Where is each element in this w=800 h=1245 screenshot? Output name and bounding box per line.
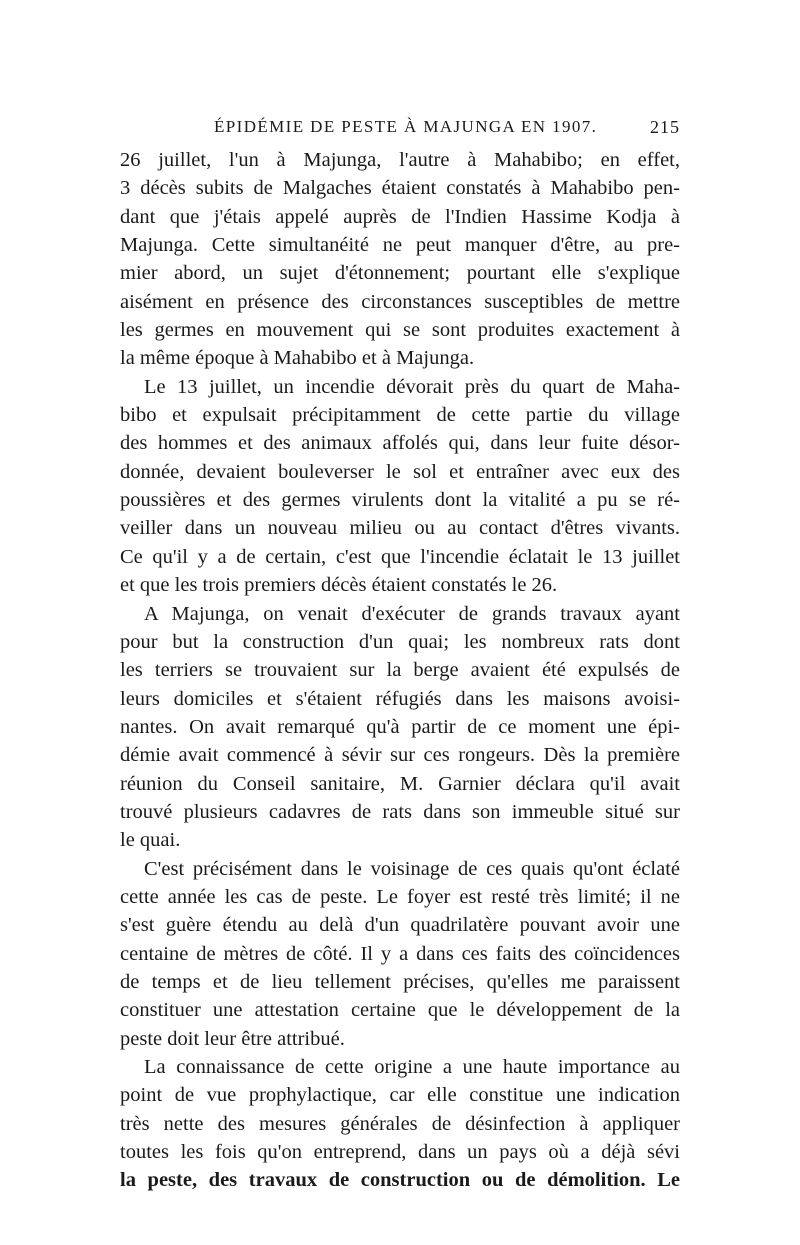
text-line: démie avait commencé à sévir sur ces rongeurs. Dès la première (120, 744, 680, 767)
paragraph (120, 1053, 680, 1195)
text-line: le quai. (120, 829, 181, 852)
text-line: poussières et des germes virulents dont la vitalité a pu se ré- (120, 489, 680, 512)
text-line: cette année les cas de peste. Le foyer est resté très limité; il ne (120, 885, 680, 908)
text-line: nantes. On avait remarqué qu'à partir de ce moment une épi- (120, 715, 680, 738)
text-line: des hommes et des animaux affolés qui, dans leur fuite désor- (120, 432, 680, 455)
text-line: C'est précisément dans le voisinage de ces quais qu'ont éclaté (144, 857, 680, 880)
text-line: aisément en présence des circonstances susceptibles de mettre (120, 290, 680, 313)
paragraph (120, 146, 680, 373)
text-line: la même époque à Mahabibo et à Majunga. (120, 347, 475, 370)
text-line: bibo et expulsait précipitamment de cette partie du village (120, 404, 680, 427)
text-line: dant que j'étais appelé auprès de l'Indien Hassime Kodja à (120, 205, 680, 228)
text-line: A Majunga, on venait d'exécuter de grands travaux ayant (144, 602, 680, 625)
text-line: veiller dans un nouveau milieu ou au contact d'êtres vivants. (120, 517, 680, 540)
text-line: de temps et de lieu tellement précises, qu'elles me paraissent (120, 970, 680, 993)
text-line: leurs domiciles et s'étaient réfugiés dans les maisons avoisi- (120, 687, 680, 710)
text-line: Le 13 juillet, un incendie dévorait près du quart de Maha- (144, 375, 680, 398)
text-line: les germes en mouvement qui se sont produites exactement à (120, 319, 680, 342)
text-line: constituer une attestation certaine que le développement de la (120, 999, 680, 1022)
text-line: les terriers se trouvaient sur la berge avaient été expulsés de (120, 659, 680, 682)
text-line: s'est guère étendu au delà d'un quadrilatère pouvant avoir une (120, 914, 680, 937)
body-text (120, 146, 680, 1195)
text-line: trouvé plusieurs cadavres de rats dans son immeuble situé sur (120, 800, 680, 823)
page-number: 215 (650, 117, 680, 137)
paragraph (120, 373, 680, 600)
text-line: Majunga. Cette simultanéité ne peut manquer d'être, au pre- (120, 234, 680, 257)
text-line: très nette des mesures générales de désinfection à appliquer (120, 1112, 680, 1135)
text-line: donnée, devaient bouleverser le sol et entraîner avec eux des (120, 460, 680, 483)
paragraph (120, 855, 680, 1053)
running-title: ÉPIDÉMIE DE PESTE À MAJUNGA EN 1907. (214, 117, 598, 136)
text-line: Ce qu'il y a de certain, c'est que l'incendie éclatait le 13 juillet (120, 545, 680, 568)
paragraph (120, 600, 680, 855)
text-line: réunion du Conseil sanitaire, M. Garnier déclara qu'il avait (120, 772, 680, 795)
text-line: pour but la construction d'un quai; les nombreux rats dont (120, 630, 680, 653)
text-line: et que les trois premiers décès étaient constatés le 26. (120, 574, 558, 597)
text-line: 26 juillet, l'un à Majunga, l'autre à Mahabibo; en effet, (120, 149, 680, 171)
text-line: mier abord, un sujet d'étonnement; pourtant elle s'explique (120, 262, 680, 285)
text-line: la peste, des travaux de construction ou de démolition. Le (120, 1169, 680, 1192)
text-line: point de vue prophylactique, car elle constitue une indication (120, 1084, 680, 1107)
text-line: 3 décès subits de Malgaches étaient constatés à Mahabibo pen- (120, 177, 680, 200)
text-line: La connaissance de cette origine a une haute importance au (144, 1056, 680, 1078)
running-header (120, 117, 680, 143)
text-line: peste doit leur être attribué. (120, 1027, 345, 1050)
text-line: toutes les fois qu'on entreprend, dans un pays où a déjà sévi (120, 1141, 680, 1164)
text-line: centaine de mètres de côté. Il y a dans ces faits des coïncidences (120, 942, 680, 965)
